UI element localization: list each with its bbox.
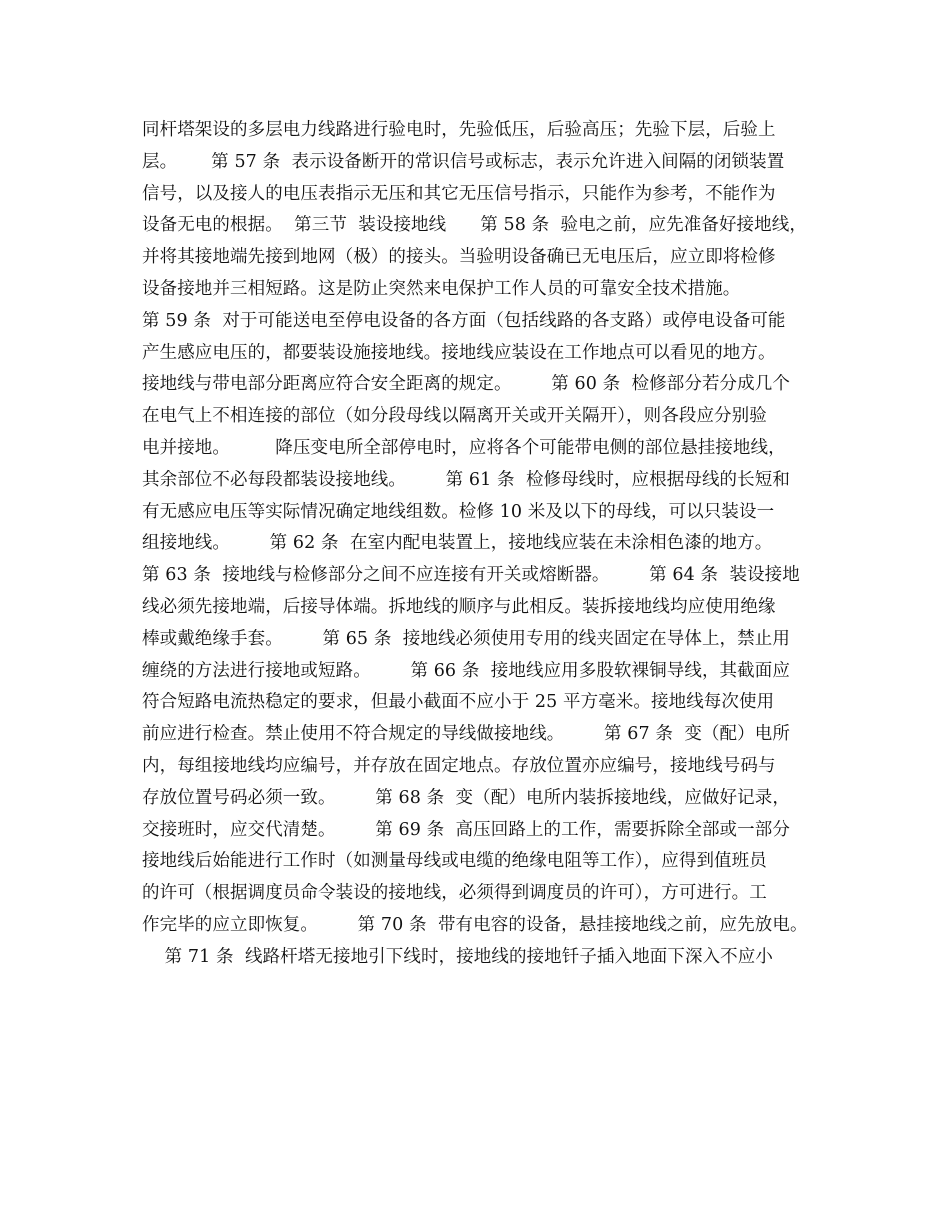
text-line: 存放位置号码必须一致。 第 68 条 变（配）电所内装拆接地线，应做好记录， [142, 787, 790, 808]
text-line: 同杆塔架设的多层电力线路进行验电时，先验低压，后验高压；先验下层，后验上 [142, 120, 776, 140]
text-line: 在电气上不相连接的部位（如分段母线以隔离开关或开关隔开），则各段应分别验 [142, 406, 767, 427]
text-line: 第 59 条 对于可能送电至停电设备的各方面（包括线路的各支路）或停电设备可能 [142, 310, 786, 331]
text-line: 设备接地并三相短路。这是防止突然来电保护工作人员的可靠安全技术措施。 [142, 278, 741, 299]
text-line: 第 71 条 线路杆塔无接地引下线时，接地线的接地钎子插入地面下深入不应小 [142, 946, 773, 967]
text-line: 信号，以及接人的电压表指示无压和其它无压信号指示，只能作为参考，不能作为 [142, 183, 776, 204]
text-line: 接地线与带电部分距离应符合安全距离的规定。 第 60 条 检修部分若分成几个 [142, 374, 790, 395]
text-line: 缠绕的方法进行接地或短路。 第 66 条 接地线应用多股软裸铜导线，其截面应 [142, 660, 790, 681]
text-line: 电并接地。 降压变电所全部停电时，应将各个可能带电侧的部位悬挂接地线， [142, 437, 786, 458]
text-line: 第 63 条 接地线与检修部分之间不应连接有开关或熔断器。 第 64 条 装设接地 [142, 565, 800, 586]
text-line: 有无感应电压等实际情况确定地线组数。检修 10 米及以下的母线，可以只装设一 [142, 501, 775, 522]
text-line: 设备无电的根据。 第三节 装设接地线 第 58 条 验电之前，应先准备好接地线， [142, 215, 807, 236]
text-line: 交接班时，应交代清楚。 第 69 条 高压回路上的工作，需要拆除全部或一部分 [142, 819, 790, 840]
text-line: 接地线后始能进行工作时（如测量母线或电缆的绝缘电阻等工作），应得到值班员 [142, 851, 767, 872]
text-line: 的许可（根据调度员命令装设的接地线，必须得到调度员的许可），方可进行。工 [142, 883, 767, 904]
body-text [142, 115, 832, 974]
text-line: 符合短路电流热稳定的要求，但最小截面不应小于 25 平方毫米。接地线每次使用 [142, 692, 775, 713]
text-line: 产生感应电压的，都要装设施接地线。接地线应装设在工作地点可以看见的地方。 [142, 342, 776, 363]
text-line: 层。 第 57 条 表示设备断开的常识信号或标志，表示允许进入间隔的闭锁装置 [142, 151, 785, 172]
text-line: 内，每组接地线均应编号，并存放在固定地点。存放位置亦应编号，接地线号码与 [142, 755, 776, 776]
text-line: 其余部位不必每段都装设接地线。 第 61 条 检修母线时，应根据母线的长短和 [142, 469, 790, 490]
text-line: 并将其接地端先接到地网（极）的接头。当验明设备确已无电压后，应立即将检修 [142, 247, 776, 268]
text-line: 棒或戴绝缘手套。 第 65 条 接地线必须使用专用的线夹固定在导体上，禁止用 [142, 628, 790, 649]
text-line: 前应进行检查。禁止使用不符合规定的导线做接地线。 第 67 条 变（配）电所 [142, 724, 790, 745]
text-line: 组接地线。 第 62 条 在室内配电装置上，接地线应装在未涂相色漆的地方。 [142, 533, 773, 554]
text-line: 作完毕的应立即恢复。 第 70 条 带有电容的设备，悬挂接地线之前，应先放电。 [142, 914, 808, 935]
text-line: 线必须先接地端，后接导体端。拆地线的顺序与此相反。装拆接地线均应使用绝缘 [142, 596, 776, 617]
